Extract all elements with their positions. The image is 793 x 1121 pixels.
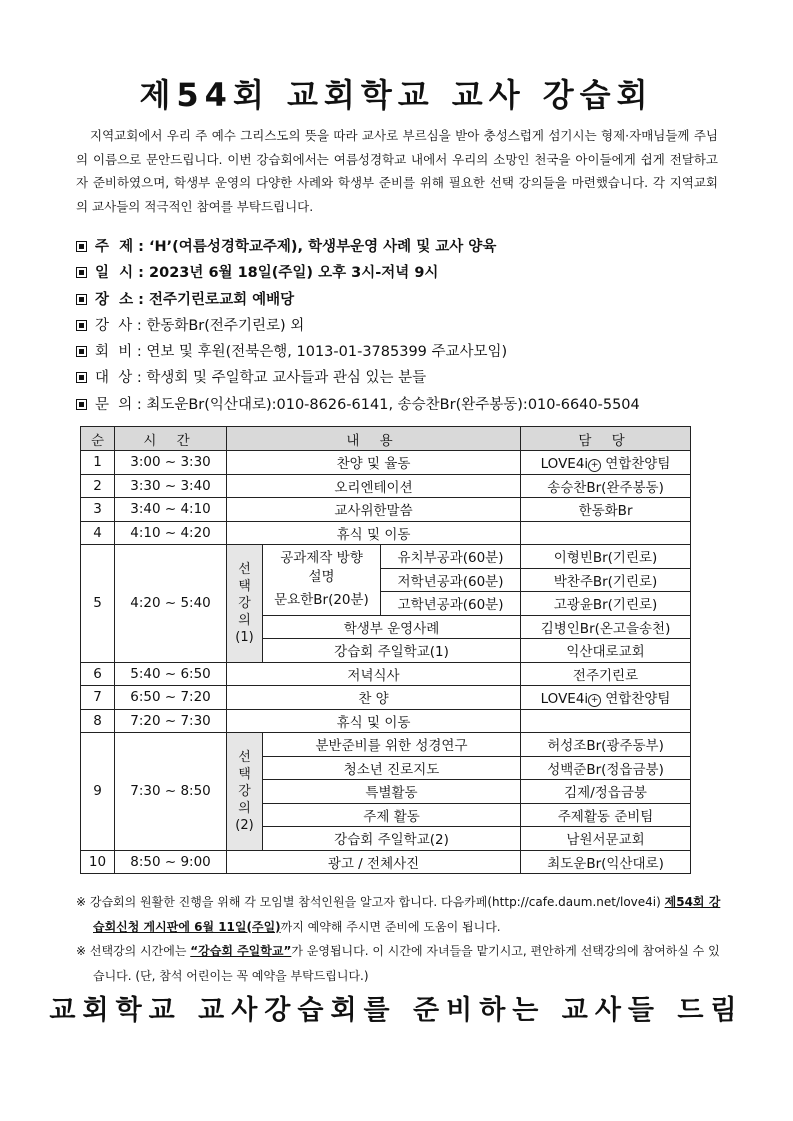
square-bullet-icon	[76, 241, 87, 252]
square-bullet-icon	[76, 346, 87, 357]
circle-plus-icon: +	[588, 694, 601, 707]
curriculum-group: 공과제작 방향설명 문요한Br(20분)	[263, 545, 381, 616]
table-row: 학생부 운영사례 김병인Br(온고을송천)	[81, 615, 691, 639]
table-row: 8 7:20 ~ 7:30 휴식 및 이동	[81, 709, 691, 733]
table-row: 9 7:30 ~ 8:50 선택강의 (2) 분반준비를 위한 성경연구 허성조Br(광주동부)	[81, 733, 691, 757]
table-header-row	[81, 427, 691, 451]
table-row: 주제 활동 주제활동 준비팀	[81, 803, 691, 827]
table-row: 청소년 진로지도 성백준Br(정읍금붕)	[81, 756, 691, 780]
square-bullet-icon	[76, 294, 87, 305]
table-row: 6 5:40 ~ 6:50 저녁식사 전주기린로	[81, 662, 691, 686]
table-row: 특별활동 김제/정읍금붕	[81, 780, 691, 804]
table-row: 2 3:30 ~ 3:40 오리엔테이션 송승찬Br(완주봉동)	[81, 474, 691, 498]
schedule-table	[80, 426, 691, 874]
info-row-venue: 장 소 : 전주기린로교회 예배당	[76, 287, 736, 313]
elective-label: 선택강의 (1)	[227, 545, 263, 663]
table-row: 7 6:50 ~ 7:20 찬 양 LOVE4i + 연합찬양팀	[81, 686, 691, 710]
table-row: 5 4:20 ~ 5:40 선택강의 (1) 공과제작 방향설명 문요한Br(20분) 유치부공과(60분) 이형빈Br(기린로)	[81, 545, 691, 569]
square-bullet-icon	[76, 399, 87, 410]
header-content: 내 용	[227, 427, 521, 451]
intro-paragraph: 지역교회에서 우리 주 예수 그리스도의 뜻을 따라 교사로 부르심을 받아 충성스럽게 섬기시는 형제·자매님들께 주님의 이름으로 문안드립니다. 이번 강습회에서는 여름성경학교 내에서 우리의 소망인 천국을 아이들에게 쉽게 전달하고자 준비하였으며, 학생부 운영의 다양한 사례와 학생부 준비를 위해 필요한 선택 강의들을 마련했습니다. 각 지역교회의 교사들의 적극적인 참여를 부탁드립니다.	[76, 128, 718, 214]
header-lead: 담 당	[521, 427, 691, 451]
info-row-fee: 회 비 : 연보 및 후원(전북은행, 1013-01-3785399 주교사모임)	[76, 339, 736, 365]
note-registration: ※ 강습회의 원활한 진행을 위해 각 모임별 참석인원을 알고자 합니다. 다음카페(http://cafe.daum.net/love4i) 제54회 강습회신청 게시판에 6월 11일(주일)까지 예약해 주시면 준비에 도움이 됩니다.	[76, 895, 721, 934]
table-row: 4 4:10 ~ 4:20 휴식 및 이동	[81, 521, 691, 545]
page-title: 제54회 교회학교 교사 강습회	[139, 76, 654, 114]
table-row: 1 3:00 ~ 3:30 찬양 및 율동 LOVE4i + 연합찬양팀	[81, 451, 691, 475]
header-time: 시 간	[115, 427, 227, 451]
elective-label: 선택강의 (2)	[227, 733, 263, 851]
notes	[76, 890, 721, 988]
table-row: 강습회 주일학교(1) 익산대로교회	[81, 639, 691, 663]
info-row-speaker: 강 사 : 한동화Br(전주기린로) 외	[76, 313, 736, 339]
table-row: 3 3:40 ~ 4:10 교사위한말씀 한동화Br	[81, 498, 691, 522]
info-row-datetime: 일 시 : 2023년 6월 18일(주일) 오후 3시-저녁 9시	[76, 260, 736, 286]
info-row-audience: 대 상 : 학생회 및 주일학교 교사들과 관심 있는 분들	[76, 365, 736, 391]
table-row: 고학년공과(60분) 고광윤Br(기린로)	[81, 592, 691, 616]
header-no: 순	[81, 427, 115, 451]
square-bullet-icon	[76, 320, 87, 331]
table-row: 강습회 주일학교(2) 남원서문교회	[81, 827, 691, 851]
info-row-contact: 문 의 : 최도운Br(익산대로):010-8626-6141, 송승찬Br(완주봉동):010-6640-5504	[76, 392, 736, 418]
info-row-theme: 주 제 : ‘H’(여름성경학교주제), 학생부운영 사례 및 교사 양육	[76, 234, 736, 260]
table-row: 저학년공과(60분) 박찬주Br(기린로)	[81, 568, 691, 592]
circle-plus-icon: +	[588, 459, 601, 472]
footer-signature: 교회학교 교사강습회를 준비하는 교사들 드림	[49, 995, 744, 1026]
square-bullet-icon	[76, 267, 87, 278]
square-bullet-icon	[76, 372, 87, 383]
note-childcare: ※ 선택강의 시간에는 “강습회 주일학교”가 운영됩니다. 이 시간에 자녀들을 맡기시고, 편안하게 선택강의에 참여하실 수 있습니다. (단, 참석 어린이는 꼭 예약을 부탁드립니다.)	[76, 944, 720, 983]
table-row: 10 8:50 ~ 9:00 광고 / 전체사진 최도운Br(익산대로)	[81, 850, 691, 874]
event-info-list	[76, 234, 736, 418]
